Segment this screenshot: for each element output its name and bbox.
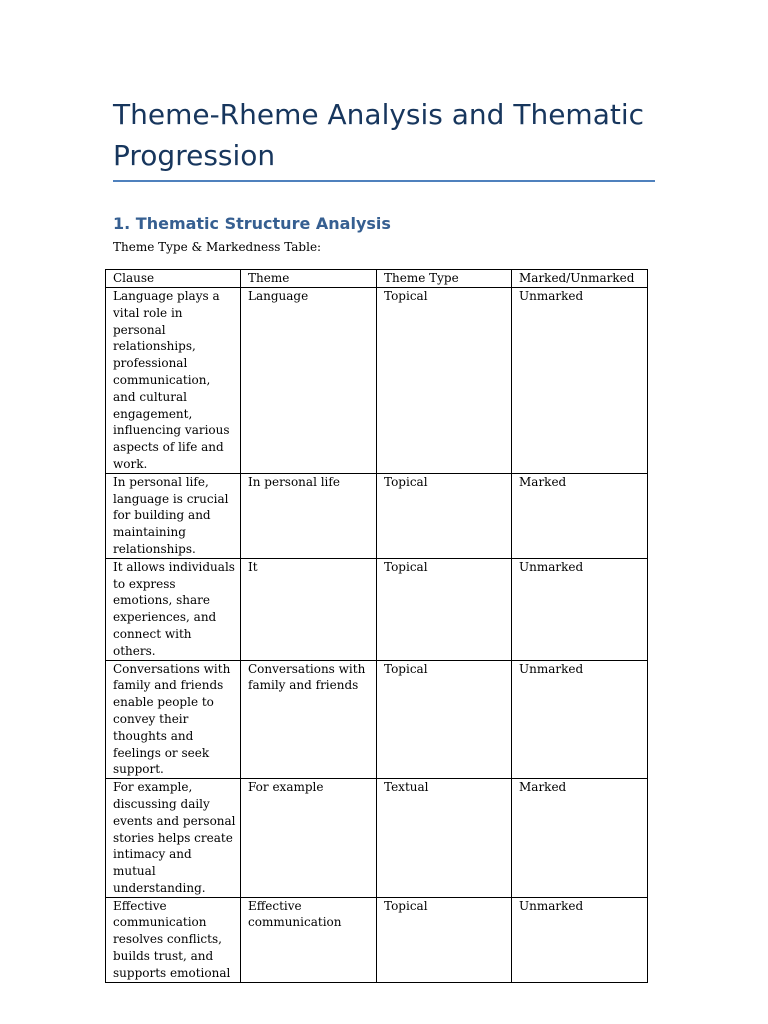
title-underline-rule <box>113 180 655 182</box>
header-clause: Clause <box>106 270 241 288</box>
table-row <box>106 558 648 660</box>
cell-clause: Language plays a vital role in personal relationships, professional communication, and cultural engagement, influencing various aspects of life and work. <box>106 288 241 474</box>
table-row <box>106 473 648 558</box>
cell-theme-type: Topical <box>377 473 512 558</box>
cell-theme: In personal life <box>241 473 377 558</box>
cell-clause: It allows individuals to express emotions, share experiences, and connect with others. <box>106 558 241 660</box>
cell-markedness: Unmarked <box>512 288 648 474</box>
cell-theme-type: Topical <box>377 288 512 474</box>
cell-clause: For example, discussing daily events and personal stories helps create intimacy and mutual understanding. <box>106 779 241 898</box>
cell-theme: For example <box>241 779 377 898</box>
cell-theme: Conversations with family and friends <box>241 660 377 779</box>
cell-theme-type: Topical <box>377 558 512 660</box>
cell-theme-type: Topical <box>377 660 512 779</box>
header-theme: Theme <box>241 270 377 288</box>
cell-theme: Language <box>241 288 377 474</box>
cell-theme-type: Textual <box>377 779 512 898</box>
cell-markedness: Unmarked <box>512 897 648 982</box>
cell-markedness: Marked <box>512 473 648 558</box>
cell-clause: In personal life, language is crucial for building and maintaining relationships. <box>106 473 241 558</box>
table-row <box>106 288 648 474</box>
document-title: Theme-Rheme Analysis and Thematic Progression <box>113 98 645 172</box>
table-row <box>106 779 648 898</box>
cell-theme: Effective communication <box>241 897 377 982</box>
cell-theme: It <box>241 558 377 660</box>
cell-markedness: Unmarked <box>512 660 648 779</box>
table-row <box>106 897 648 982</box>
table-row <box>106 660 648 779</box>
section-heading: 1. Thematic Structure Analysis <box>113 214 391 233</box>
cell-theme-type: Topical <box>377 897 512 982</box>
table-header-row <box>106 270 648 288</box>
cell-markedness: Unmarked <box>512 558 648 660</box>
table-caption: Theme Type & Markedness Table: <box>113 240 322 254</box>
cell-clause: Effective communication resolves conflicts, builds trust, and supports emotional <box>106 897 241 982</box>
header-markedness: Marked/Unmarked <box>512 270 648 288</box>
cell-markedness: Marked <box>512 779 648 898</box>
header-theme-type: Theme Type <box>377 270 512 288</box>
theme-markedness-table <box>105 269 648 983</box>
cell-clause: Conversations with family and friends enable people to convey their thoughts and feelings or seek support. <box>106 660 241 779</box>
